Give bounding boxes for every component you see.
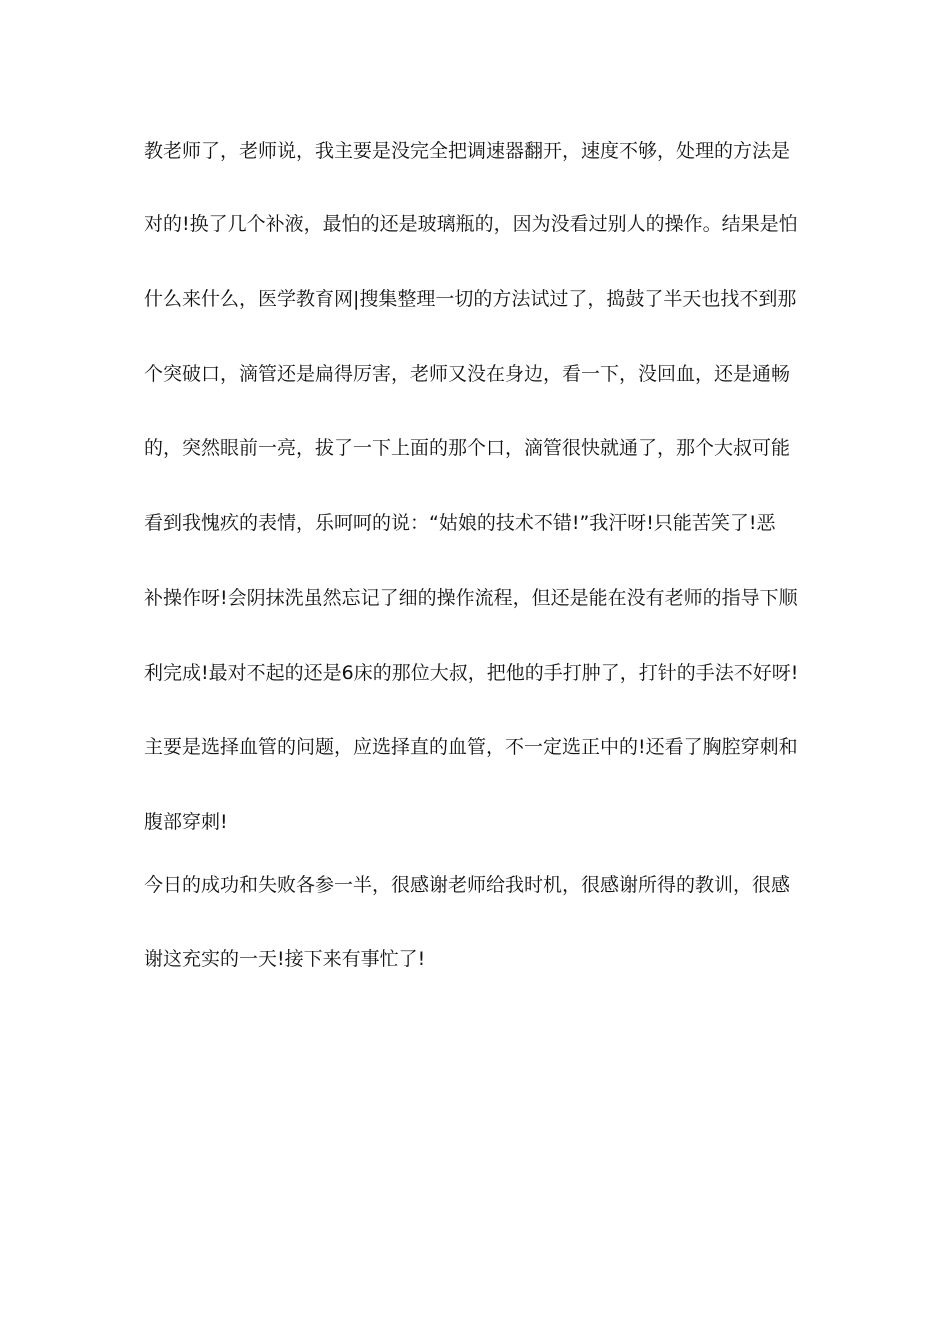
paragraph-1-line-6: 看到我愧疚的表情，乐呵呵的说：“姑娘的技术不错!”我汗呀!只能苦笑了!恶 — [144, 512, 776, 534]
paragraph-1-line-3: 什么来什么，医学教育网|搜集整理一切的方法试过了，捣鼓了半天也找不到那 — [144, 288, 797, 310]
paragraph-1-line-7: 补操作呀!会阴抹洗虽然忘记了细的操作流程，但还是能在没有老师的指导下顺 — [144, 587, 798, 609]
paragraph-1-line-8: 利完成!最对不起的还是6床的那位大叔，把他的手打肿了，打针的手法不好呀! — [144, 662, 799, 684]
paragraph-2-line-1: 今日的成功和失败各参一半，很感谢老师给我时机，很感谢所得的教训，很感 — [144, 874, 791, 896]
paragraph-2-line-2: 谢这充实的一天!接下来有事忙了! — [144, 948, 426, 970]
paragraph-1-line-1: 教老师了，老师说，我主要是没完全把调速器翻开，速度不够，处理的方法是 — [144, 140, 791, 162]
paragraph-1-line-9: 主要是选择血管的问题，应选择直的血管，不一定选正中的!还看了胸腔穿刺和 — [144, 736, 798, 758]
paragraph-1-line-2: 对的!换了几个补液，最怕的还是玻璃瓶的，因为没看过别人的操作。结果是怕 — [144, 213, 798, 235]
paragraph-1-line-10: 腹部穿刺! — [144, 811, 228, 833]
paragraph-1-line-4: 个突破口，滴管还是扁得厉害，老师又没在身边，看一下，没回血，还是通畅 — [144, 363, 791, 385]
paragraph-1-line-5: 的，突然眼前一亮，拔了一下上面的那个口，滴管很快就通了，那个大叔可能 — [144, 437, 791, 459]
